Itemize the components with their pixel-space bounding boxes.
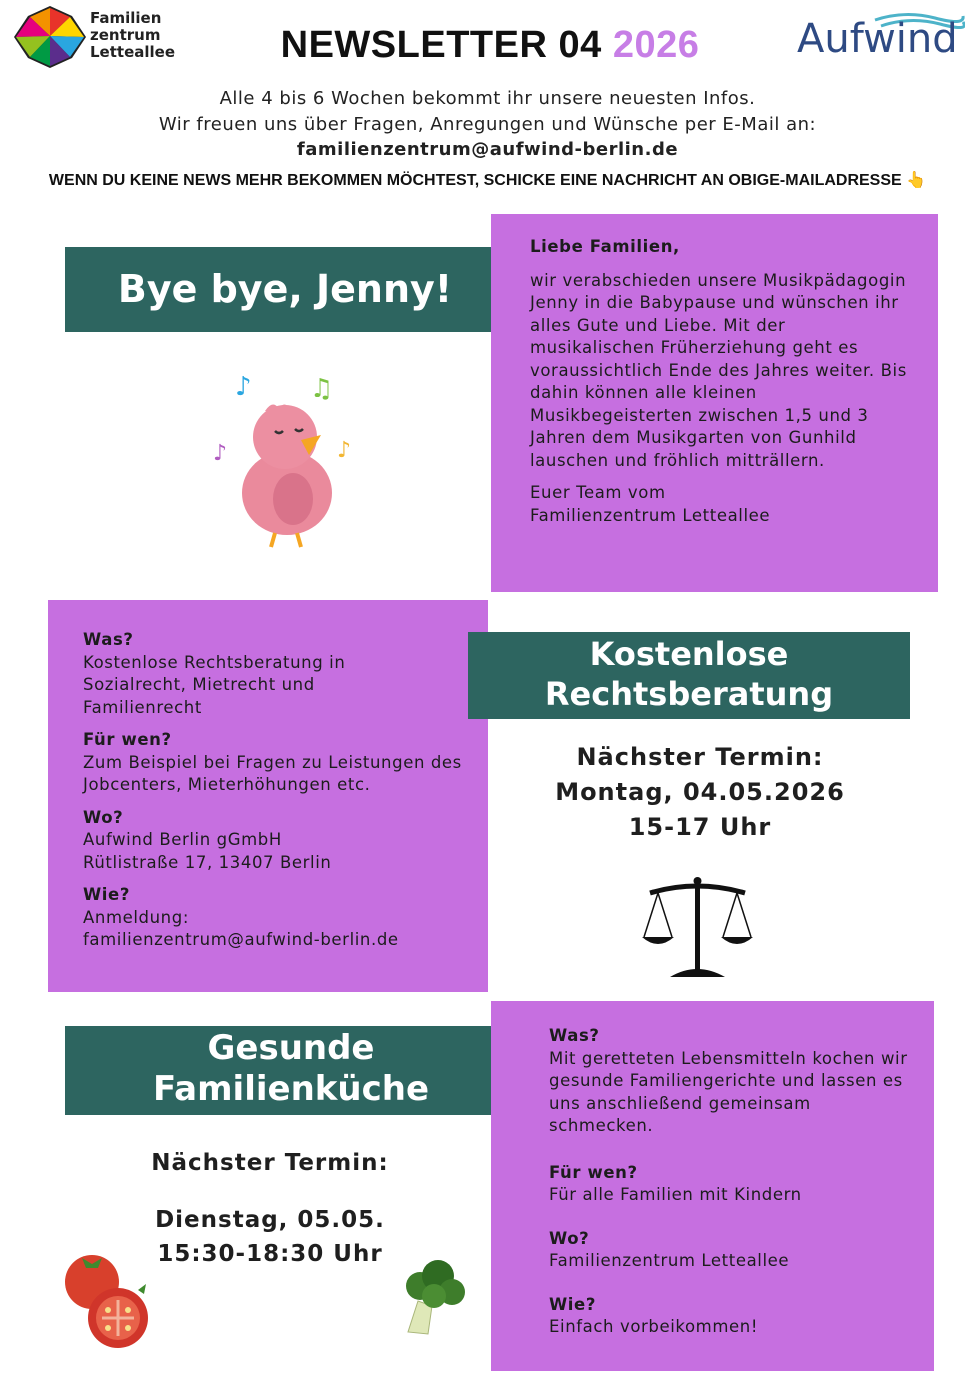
kitchen-info-box [491,1001,934,1371]
legal-fuer-label: Für wen? [83,730,172,749]
kitchen-was-text: Mit geretteten Lebensmitteln kochen wir gesunde Familiengerichte und lassen es uns anschließend gemeinsam schmecken. [549,1048,908,1135]
tomato-icon [60,1250,155,1350]
legal-banner [468,632,910,719]
kitchen-wie-label: Wie? [549,1294,597,1314]
legal-wo-line-2: Rütlistraße 17, 13407 Berlin [83,852,332,872]
legal-was-text: Kostenlose Rechtsberatung in Sozialrecht, Mietrecht und Familienrecht [83,652,346,717]
kitchen-banner [65,1026,517,1115]
jenny-sign-line-2: Familienzentrum Letteallee [530,505,771,525]
kitchen-next-label-block [110,1146,430,1180]
kitchen-wie-text: Einfach vorbeikommen! [549,1317,759,1336]
intro-line-1: Alle 4 bis 6 Wochen bekommt ihr unsere neuesten Infos. [219,88,756,109]
jenny-banner [65,247,505,332]
kitchen-banner-line-2: Familienküche [152,1069,430,1109]
jenny-banner-title: Bye bye, Jenny! [117,267,453,311]
legal-banner-line-2: Rechtsberatung [544,675,834,713]
kitchen-was-label: Was? [549,1026,600,1045]
kitchen-fuer-label: Für wen? [549,1162,638,1182]
kitchen-next-date-value: Dienstag, 05.05. [155,1207,385,1233]
title-year: 2026 [612,24,700,66]
intro-email[interactable]: familienzentrum@aufwind-berlin.de [296,139,679,160]
broccoli-icon [398,1256,468,1336]
jenny-sign-line-1: Euer Team vom [530,483,666,502]
kitchen-wo-label: Wo? [549,1228,590,1248]
intro-line-2: Wir freuen uns über Fragen, Anregungen und Wünsche per E-Mail an: [158,114,817,135]
jenny-greeting: Liebe Familien, [530,237,680,256]
svg-text:♫: ♫ [310,374,334,404]
newsletter-title [230,24,750,67]
singing-bird-illustration [205,365,365,555]
title-main: NEWSLETTER 04 [280,24,602,66]
kitchen-fuer-text: Für alle Familien mit Kindern [549,1185,802,1204]
legal-wie-label: Wie? [83,885,131,904]
jenny-body: wir verabschieden unsere Musikpädagogin Jenny in die Babypause und wünschen ihr alles Gute und Liebe. Mit der musikalischen Früherziehung geht es voraussichtlich Ende des Jahres weiter. Bis dahin können alle kleinen Musikbegeisterten zwischen 1,5 und 3 Jahren dem Musikgarten von Gunhild lauschen und fröhlich mitträllern. [530,270,907,470]
familienzentrum-logo-text [90,10,175,61]
logo-line-3: Letteallee [90,43,175,61]
svg-text:♪: ♪ [337,438,352,463]
kitchen-next-time: 15:30-18:30 Uhr [157,1241,383,1267]
scales-icon [640,875,755,980]
svg-text:♪: ♪ [213,441,228,466]
legal-next-time: 15-17 Uhr [628,813,772,841]
legal-wo-line-1: Aufwind Berlin gGmbH [83,830,282,849]
kitchen-next-date [110,1203,430,1271]
aufwind-logo-text: Aufwind [797,16,958,62]
scales-illustration [640,875,755,980]
logo-line-1: Familien [90,9,162,27]
broccoli-illustration [398,1256,468,1336]
kitchen-wo-text: Familienzentrum Letteallee [549,1251,790,1270]
legal-was-label: Was? [83,630,134,649]
legal-wie-line-1: Anmeldung: [83,907,189,927]
svg-text:♪: ♪ [235,372,252,402]
legal-info-box [48,600,488,992]
legal-next-label: Nächster Termin: [576,743,824,771]
legal-wo-label: Wo? [83,807,124,827]
singing-bird-icon [205,365,365,555]
legal-wie-email[interactable]: familienzentrum@aufwind-berlin.de [83,930,399,949]
familienzentrum-logo-icon [10,4,90,70]
legal-next-date-value: Montag, 04.05.2026 [555,778,845,806]
kitchen-banner-line-1: Gesunde [207,1028,375,1068]
tomato-illustration [60,1250,155,1350]
kitchen-next-label: Nächster Termin: [151,1150,389,1176]
jenny-text-box [491,214,938,592]
unsubscribe-notice: WENN DU KEINE NEWS MEHR BEKOMMEN MÖCHTEST, SCHICKE EINE NACHRICHT AN OBIGE-MAILADRESSE 👆 [48,172,927,189]
logo-line-2: zentrum [90,26,161,44]
legal-banner-line-1: Kostenlose [589,635,789,673]
legal-fuer-text: Zum Beispiel bei Fragen zu Leistungen des Jobcenters, Mieterhöhungen etc. [83,752,462,794]
legal-next-date [520,740,880,845]
